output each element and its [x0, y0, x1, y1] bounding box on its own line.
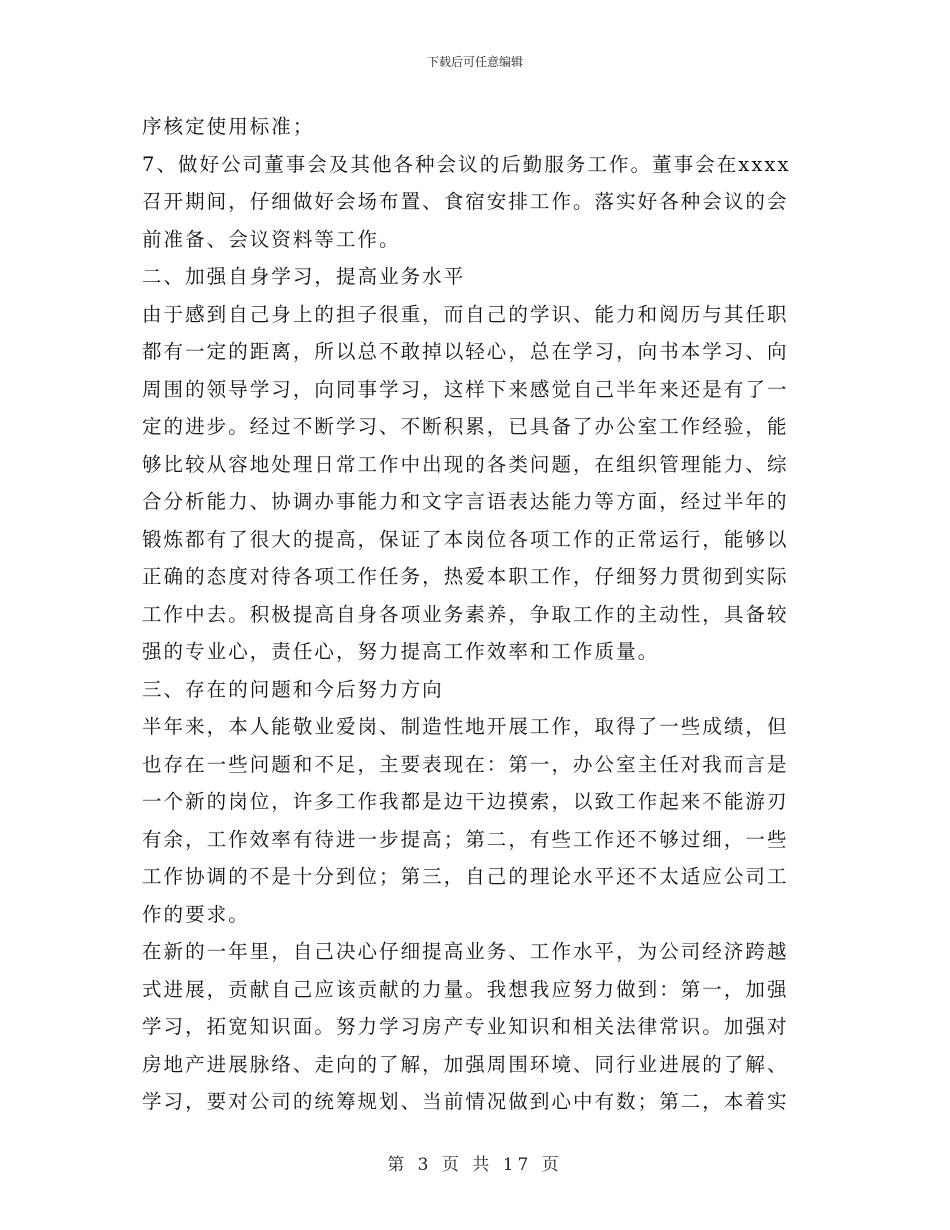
- text-line: 作的要求。: [142, 902, 250, 926]
- text-line: 式进展，贡献自己应该贡献的力量。我想我应努力做到：第一，加强: [142, 977, 789, 1001]
- text-line: 有余，工作效率有待进一步提高；第二，有些工作还不够过细，一些: [142, 827, 789, 851]
- text-line: 房地产进展脉络、走向的了解，加强周围环境、同行业进展的了解、: [142, 1052, 789, 1076]
- text-line: 召开期间，仔细做好会场布置、食宿安排工作。落实好各种会议的会: [142, 190, 789, 213]
- text-line: 定的进步。经过不断学习、不断积累，已具备了办公室工作经验，能: [142, 415, 789, 438]
- text-line: 学习，拓宽知识面。努力学习房产专业知识和相关法律常识。加强对: [142, 1015, 789, 1038]
- page-header: 下载后可任意编辑: [426, 55, 523, 69]
- text-line: 也存在一些问题和不足，主要表现在：第一，办公室主任对我而言是: [142, 752, 789, 776]
- text-line: 工作中去。积极提高自身各项业务素养，争取工作的主动性，具备较: [142, 602, 789, 626]
- text-line: 强的专业心，责任心，努力提高工作效率和工作质量。: [142, 640, 660, 663]
- page-number-footer: 第 3 页 共 17 页: [387, 1155, 563, 1175]
- section-heading: 二、加强自身学习，提高业务水平: [142, 265, 466, 288]
- text-line: 一个新的岗位，许多工作我都是边干边摸索，以致工作起来不能游刃: [142, 790, 789, 813]
- section-heading: 三、存在的问题和今后努力方向: [142, 677, 444, 701]
- text-line: 合分析能力、协调办事能力和文字言语表达能力等方面，经过半年的: [142, 490, 789, 513]
- text-line: 在新的一年里，自己决心仔细提高业务、工作水平，为公司经济跨越: [142, 940, 789, 963]
- text-line: 正确的态度对待各项工作任务，热爱本职工作，仔细努力贯彻到实际: [142, 565, 789, 588]
- text-line: 锻炼都有了很大的提高，保证了本岗位各项工作的正常运行，能够以: [142, 527, 789, 551]
- text-line: 序核定使用标准；: [142, 115, 315, 138]
- text-line: 半年来，本人能敬业爱岗、制造性地开展工作，取得了一些成绩，但: [142, 715, 789, 738]
- text-line: 工作协调的不是十分到位；第三，自己的理论水平还不太适应公司工: [142, 865, 789, 888]
- text-line: 7、做好公司董事会及其他各种会议的后勤服务工作。董事会在xxxx: [142, 152, 791, 176]
- text-line: 学习，要对公司的统筹规划、当前情况做到心中有数；第二，本着实: [142, 1090, 789, 1113]
- text-line: 由于感到自己身上的担子很重，而自己的学识、能力和阅历与其任职: [142, 302, 789, 326]
- document-body: [142, 108, 794, 1120]
- text-line: 都有一定的距离，所以总不敢掉以轻心，总在学习，向书本学习、向: [142, 340, 789, 363]
- text-line: 前准备、会议资料等工作。: [142, 227, 401, 251]
- text-line: 够比较从容地处理日常工作中出现的各类问题，在组织管理能力、综: [142, 452, 789, 476]
- text-line: 周围的领导学习，向同事学习，这样下来感觉自己半年来还是有了一: [142, 377, 789, 401]
